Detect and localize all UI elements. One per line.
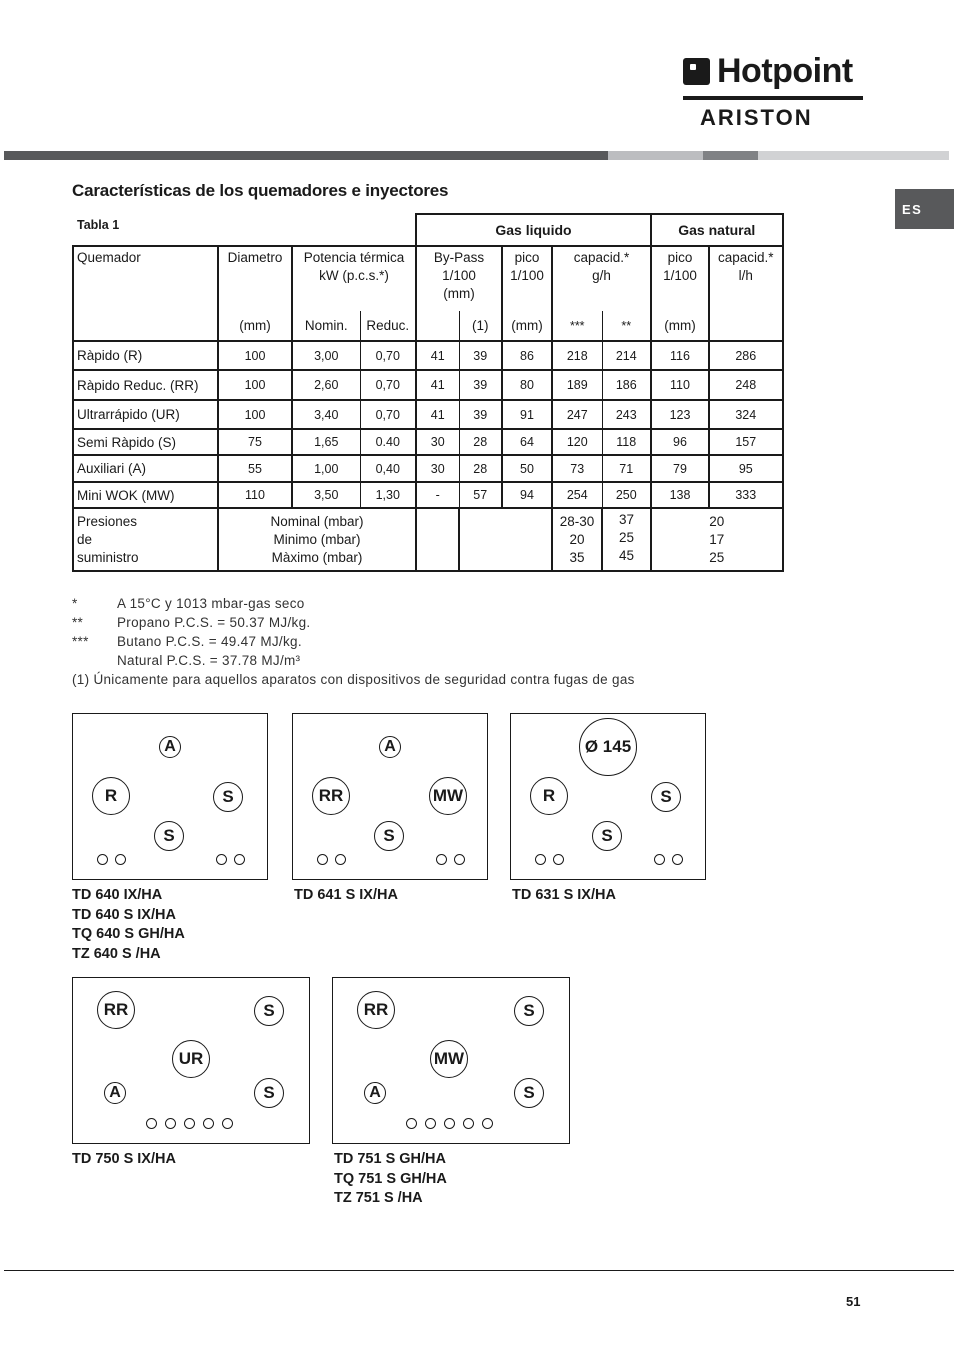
- row-bypass: 41: [416, 400, 459, 429]
- pressure-value: 35: [569, 549, 585, 565]
- burner-rapid-reduced: RR: [312, 777, 350, 815]
- knob-icon: [317, 854, 328, 865]
- row-diameter: 100: [218, 370, 292, 400]
- burner-semi-rapid: S: [514, 996, 544, 1026]
- row-power-nominal: 1,00: [292, 455, 360, 482]
- knob-icon: [115, 854, 126, 865]
- header-reduc: Reduc.: [360, 311, 416, 341]
- hob-diagram: [72, 977, 310, 1144]
- brand-sub: ARISTON: [700, 105, 813, 130]
- row-capacity-natural: 248: [709, 370, 783, 400]
- header-pico-liquid: pico 1/100: [502, 246, 552, 311]
- row-capacity-butane: 247: [552, 400, 602, 429]
- pressure-blank: [459, 508, 552, 571]
- row-pico-liquid: 91: [502, 400, 552, 429]
- knob-icon: [184, 1118, 195, 1129]
- row-capacity-propane: 118: [602, 429, 651, 455]
- header-bar: [4, 151, 608, 160]
- burner-mini-wok: MW: [429, 777, 467, 815]
- table-row: [73, 455, 783, 482]
- burner-wok-145: Ø 145: [579, 718, 637, 776]
- row-capacity-natural: 286: [709, 341, 783, 370]
- burner-rapid-reduced: RR: [97, 991, 135, 1029]
- row-power-reduced: 0,70: [360, 370, 416, 400]
- table-row: [73, 429, 783, 455]
- brand-name: Hotpoint: [717, 52, 853, 90]
- row-power-reduced: 0,70: [360, 341, 416, 370]
- burner-semi-rapid: S: [651, 782, 681, 812]
- row-power-nominal: 3,50: [292, 482, 360, 508]
- knob-icon: [216, 854, 227, 865]
- knob-icon: [165, 1118, 176, 1129]
- model-list: [72, 1150, 176, 1170]
- model-name: TD 641 S IX/HA: [294, 887, 398, 903]
- hob-diagram: [292, 713, 488, 880]
- model-list: [294, 886, 398, 906]
- knob-icon: [672, 854, 683, 865]
- header-bypass-note: (1): [459, 311, 502, 341]
- knob-icon: [222, 1118, 233, 1129]
- table-row: [73, 400, 783, 429]
- pressure-kind: Minimo (mbar): [273, 531, 361, 547]
- row-pico-natural: 116: [651, 341, 709, 370]
- knob-icon: [535, 854, 546, 865]
- pressure-value: 37: [618, 512, 635, 527]
- row-bypass-safety: 28: [459, 429, 502, 455]
- row-power-nominal: 3,40: [292, 400, 360, 429]
- row-pico-natural: 123: [651, 400, 709, 429]
- burner-auxiliary: A: [364, 1082, 386, 1104]
- header-cap-propane: **: [602, 311, 651, 341]
- row-power-reduced: 0,40: [360, 455, 416, 482]
- footnote-text: Propano P.C.S. = 50.37 MJ/kg.: [117, 615, 311, 630]
- header-bar-segment: [758, 151, 949, 160]
- row-bypass: 30: [416, 455, 459, 482]
- model-name: TD 631 S IX/HA: [512, 887, 616, 903]
- pressure-kinds: [218, 508, 416, 571]
- row-capacity-butane: 189: [552, 370, 602, 400]
- row-capacity-propane: 250: [602, 482, 651, 508]
- row-diameter: 100: [218, 341, 292, 370]
- model-list: [334, 1150, 447, 1209]
- row-power-nominal: 1,65: [292, 429, 360, 455]
- pressure-value: 17: [709, 531, 725, 547]
- model-name: TD 640 IX/HA: [72, 887, 163, 903]
- group-header-natural: Gas natural: [651, 214, 783, 246]
- row-capacity-propane: 214: [602, 341, 651, 370]
- footnote: [72, 670, 772, 689]
- burner-semi-rapid: S: [374, 821, 404, 851]
- burner-ultra-rapid: UR: [172, 1040, 210, 1078]
- model-name: TD 751 S GH/HA: [334, 1151, 446, 1167]
- footnote-mark: **: [72, 615, 84, 630]
- pressure-propane: [602, 508, 651, 571]
- pressure-butane: [552, 508, 602, 571]
- row-burner-name: Ultrarrápido (UR): [73, 400, 218, 429]
- knob-icon: [436, 854, 447, 865]
- model-name: TQ 640 S GH/HA: [72, 926, 185, 942]
- row-diameter: 100: [218, 400, 292, 429]
- header-nomin: Nomin.: [292, 311, 360, 341]
- row-power-nominal: 3,00: [292, 341, 360, 370]
- burner-rapid: R: [92, 777, 130, 815]
- pressure-label-line: Presiones: [77, 513, 138, 529]
- table-label: Tabla 1: [77, 218, 120, 232]
- row-capacity-natural: 324: [709, 400, 783, 429]
- footnotes: [72, 594, 772, 689]
- table-row: [73, 370, 783, 400]
- footnote: [72, 632, 772, 651]
- row-pico-liquid: 94: [502, 482, 552, 508]
- knob-icon: [146, 1118, 157, 1129]
- knob-icon: [463, 1118, 474, 1129]
- row-diameter: 110: [218, 482, 292, 508]
- footnote-text: Butano P.C.S. = 49.47 MJ/kg.: [117, 634, 302, 649]
- footnote-text: A 15°C y 1013 mbar-gas seco: [117, 596, 305, 611]
- table-row: [73, 482, 783, 508]
- header-bypass: By-Pass 1/100 (mm): [416, 246, 502, 311]
- row-pico-natural: 110: [651, 370, 709, 400]
- row-power-reduced: 1,30: [360, 482, 416, 508]
- row-capacity-butane: 218: [552, 341, 602, 370]
- row-bypass: -: [416, 482, 459, 508]
- hob-diagram: [332, 977, 570, 1144]
- row-power-nominal: 2,60: [292, 370, 360, 400]
- burner-auxiliary: A: [379, 736, 401, 758]
- burner-rapid: R: [530, 777, 568, 815]
- row-pico-liquid: 80: [502, 370, 552, 400]
- knob-icon: [553, 854, 564, 865]
- model-name: TD 640 S IX/HA: [72, 906, 176, 923]
- brand-logo: [680, 54, 870, 134]
- row-pico-liquid: 86: [502, 341, 552, 370]
- header-capacid-liquid: capacid.* g/h: [552, 246, 651, 311]
- row-burner-name: Ràpido Reduc. (RR): [73, 370, 218, 400]
- pressure-value: 45: [618, 548, 635, 563]
- header-bar-segment: [608, 151, 703, 160]
- row-diameter: 75: [218, 429, 292, 455]
- model-list: [72, 886, 185, 964]
- pressure-label: [73, 508, 218, 571]
- burner-semi-rapid: S: [213, 782, 243, 812]
- row-capacity-natural: 95: [709, 455, 783, 482]
- logo-divider: [683, 96, 863, 100]
- row-capacity-natural: 333: [709, 482, 783, 508]
- knob-icon: [444, 1118, 455, 1129]
- row-burner-name: Mini WOK (MW): [73, 482, 218, 508]
- row-bypass: 41: [416, 341, 459, 370]
- row-bypass-safety: 39: [459, 370, 502, 400]
- page-number: 51: [846, 1294, 861, 1309]
- row-pico-natural: 96: [651, 429, 709, 455]
- row-pico-liquid: 50: [502, 455, 552, 482]
- footer-divider: [4, 1270, 954, 1271]
- table-row: [73, 341, 783, 370]
- hob-diagram: [72, 713, 268, 880]
- knob-icon: [97, 854, 108, 865]
- burner-semi-rapid: S: [514, 1078, 544, 1108]
- model-name: TZ 640 S /HA: [72, 945, 161, 962]
- header-pico-liquid-unit: (mm): [502, 311, 552, 341]
- row-diameter: 55: [218, 455, 292, 482]
- burner-mini-wok: MW: [430, 1040, 468, 1078]
- row-power-reduced: 0,70: [360, 400, 416, 429]
- logo-mark-icon: [683, 58, 710, 85]
- burner-spec-table: [72, 213, 784, 572]
- pressure-kind: Màximo (mbar): [271, 549, 363, 565]
- header-power: Potencia térmica kW (p.c.s.*): [292, 246, 416, 311]
- model-name: TD 750 S IX/HA: [72, 1151, 176, 1167]
- header-capacid-natural-sub: [709, 311, 783, 341]
- language-tab[interactable]: ES: [895, 189, 954, 229]
- header-pico-natural: pico 1/100: [651, 246, 709, 311]
- row-capacity-propane: 71: [602, 455, 651, 482]
- knob-icon: [335, 854, 346, 865]
- row-burner-name: Auxiliari (A): [73, 455, 218, 482]
- footnote-text: Natural P.C.S. = 37.78 MJ/m³: [117, 653, 301, 668]
- footnote: [72, 613, 772, 632]
- row-burner-name: Ràpido (R): [73, 341, 218, 370]
- row-bypass-safety: 39: [459, 341, 502, 370]
- footnote: [72, 651, 772, 670]
- knob-icon: [203, 1118, 214, 1129]
- pressure-blank: [416, 508, 459, 571]
- pressure-value: 25: [618, 530, 635, 545]
- header-pico-natural-unit: (mm): [651, 311, 709, 341]
- model-name: TQ 751 S GH/HA: [334, 1170, 447, 1187]
- row-bypass-safety: 57: [459, 482, 502, 508]
- row-capacity-propane: 186: [602, 370, 651, 400]
- row-capacity-butane: 254: [552, 482, 602, 508]
- pressure-label-line: suministro: [77, 549, 139, 565]
- pressure-label-line: de: [77, 531, 93, 547]
- footnote-text: (1) Únicamente para aquellos aparatos con dispositivos de seguridad contra fugas de gas: [72, 672, 635, 687]
- header-bar-segment: [703, 151, 758, 160]
- burner-semi-rapid: S: [592, 821, 622, 851]
- pressure-kind: Nominal (mbar): [270, 513, 364, 529]
- burner-semi-rapid: S: [154, 821, 184, 851]
- model-list: [512, 886, 616, 906]
- row-bypass-safety: 28: [459, 455, 502, 482]
- row-pico-liquid: 64: [502, 429, 552, 455]
- header-bypass-blank: [416, 311, 459, 341]
- burner-semi-rapid: S: [254, 996, 284, 1026]
- header-burner-sub: [73, 311, 218, 341]
- group-header-liquid: Gas liquido: [416, 214, 651, 246]
- pressure-value: 25: [709, 549, 725, 565]
- row-bypass-safety: 39: [459, 400, 502, 429]
- row-capacity-butane: 73: [552, 455, 602, 482]
- row-burner-name: Semi Ràpido (S): [73, 429, 218, 455]
- header-diameter-unit: (mm): [218, 311, 292, 341]
- header-capacid-natural: capacid.* l/h: [709, 246, 783, 311]
- footnote-mark: ***: [72, 634, 89, 649]
- burner-auxiliary: A: [104, 1082, 126, 1104]
- row-power-reduced: 0.40: [360, 429, 416, 455]
- knob-icon: [482, 1118, 493, 1129]
- footnote-mark: *: [72, 596, 78, 611]
- burner-rapid-reduced: RR: [357, 991, 395, 1029]
- row-capacity-propane: 243: [602, 400, 651, 429]
- row-pico-natural: 138: [651, 482, 709, 508]
- pressure-value: 20: [709, 513, 725, 529]
- header-burner: Quemador: [73, 246, 218, 311]
- row-capacity-butane: 120: [552, 429, 602, 455]
- model-name: TZ 751 S /HA: [334, 1190, 423, 1206]
- section-title: Características de los quemadores e inyectores: [72, 181, 449, 200]
- row-capacity-natural: 157: [709, 429, 783, 455]
- pressure-value: 20: [569, 531, 585, 547]
- footnote: [72, 594, 772, 613]
- knob-icon: [234, 854, 245, 865]
- header-diameter: Diametro: [218, 246, 292, 311]
- row-bypass: 41: [416, 370, 459, 400]
- knob-icon: [406, 1118, 417, 1129]
- knob-icon: [654, 854, 665, 865]
- burner-auxiliary: A: [159, 736, 181, 758]
- hob-diagram: [510, 713, 706, 880]
- pressure-value: 28-30: [559, 513, 595, 529]
- burner-semi-rapid: S: [254, 1078, 284, 1108]
- row-bypass: 30: [416, 429, 459, 455]
- knob-icon: [454, 854, 465, 865]
- row-pico-natural: 79: [651, 455, 709, 482]
- pressure-natural: [651, 508, 783, 571]
- knob-icon: [425, 1118, 436, 1129]
- header-cap-butane: ***: [552, 311, 602, 341]
